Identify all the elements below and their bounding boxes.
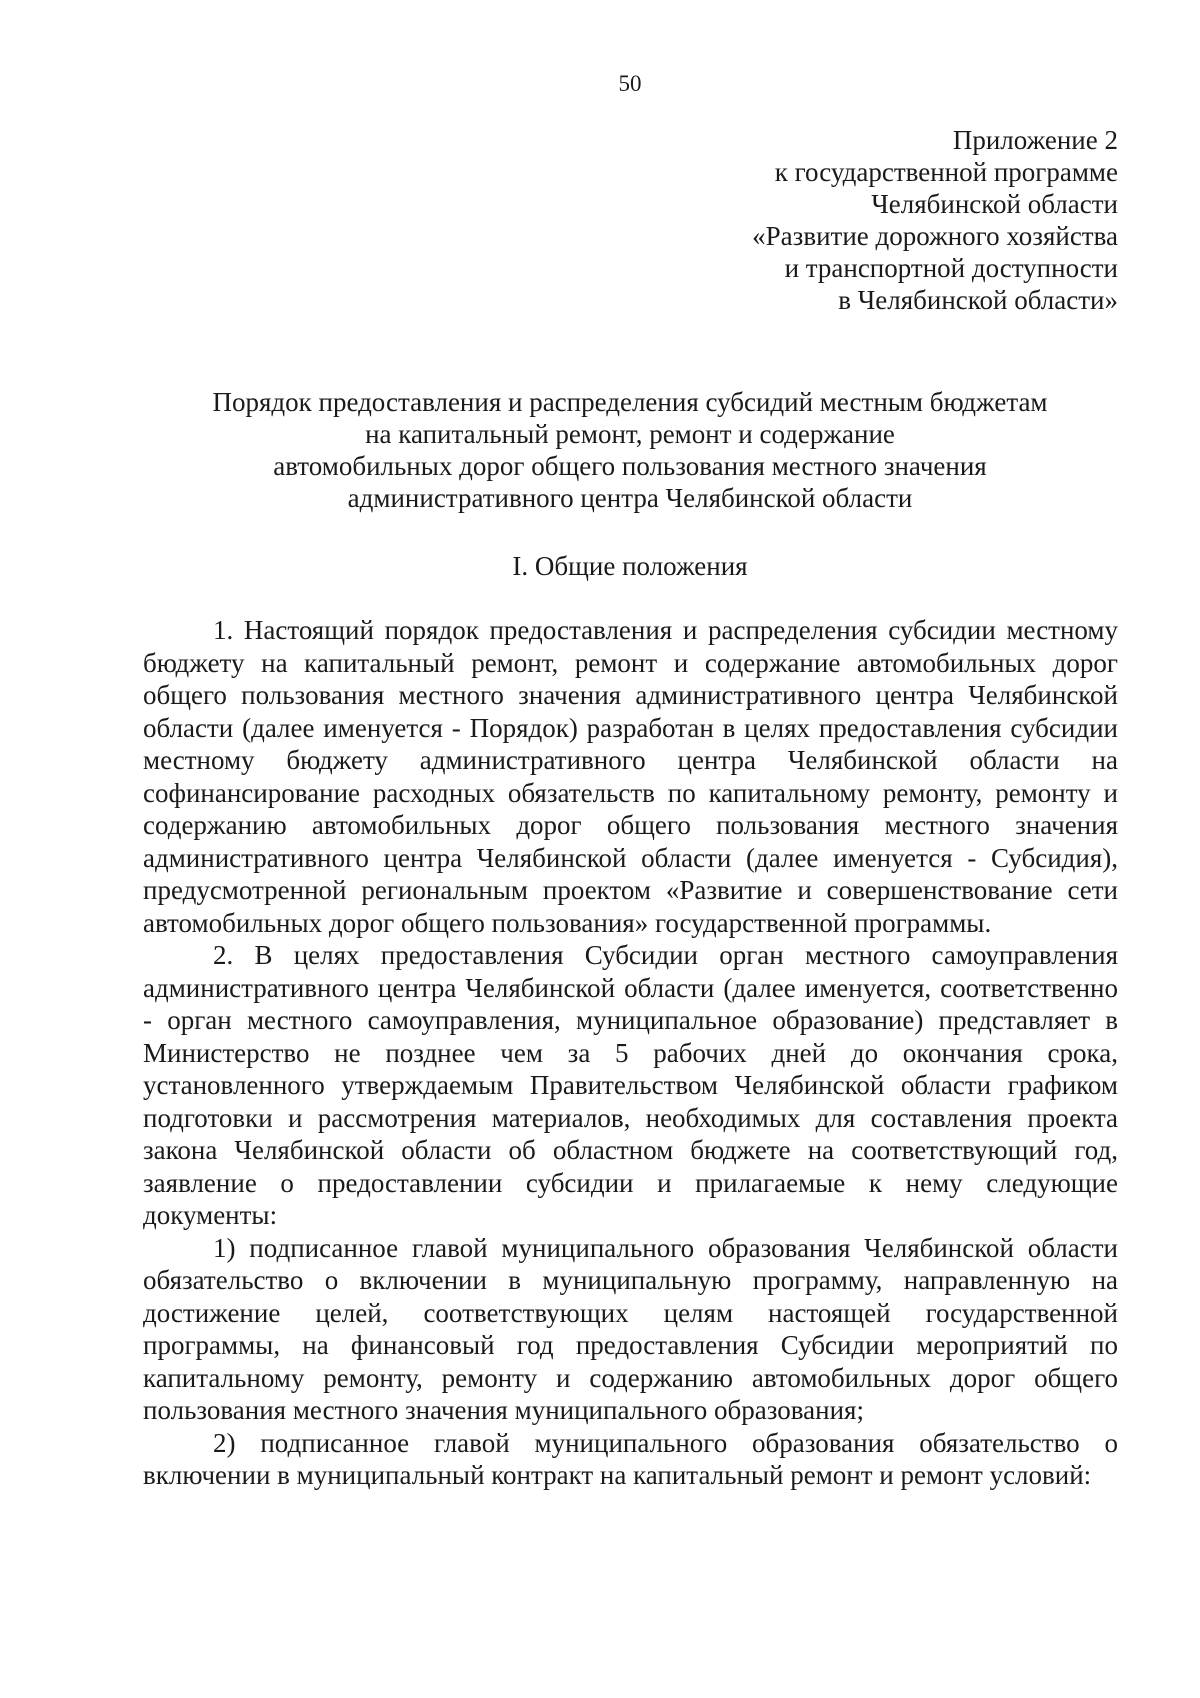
- title-line: Порядок предоставления и распределения субсидий местным бюджетам: [212, 387, 1048, 417]
- appendix-line: к государственной программе: [774, 157, 1118, 187]
- title-line: на капитальный ремонт, ремонт и содержание: [365, 419, 895, 449]
- page-number: 50: [618, 71, 642, 96]
- title-line: административного центра Челябинской области: [347, 483, 913, 513]
- paragraph-item-2: 2) подписанное главой муниципального образования обязательство о включении в муниципальный контракт на капитальный ремонт и ремонт условий:: [143, 1427, 1118, 1490]
- body-text: [143, 614, 1118, 1492]
- paragraph-2: 2. В целях предоставления Субсидии орган местного самоуправления административного центра Челябинской области (далее именуется, соответственно - орган местного самоуправления, муниципальное образование) представляет в Министерство не позднее чем за 5 рабочих дней до окончания срока, установленного утверждаемым Правительством Челябинской области графиком подготовки и рассмотрения материалов, необходимых для составления проекта закона Челябинской области об областном бюджете на соответствующий год, заявление о предоставлении субсидии и прилагаемые к нему следующие документы:: [143, 940, 1118, 1230]
- appendix-block: [752, 124, 1118, 316]
- paragraph-1: 1. Настоящий порядок предоставления и распределения субсидии местному бюджету на капитальный ремонт, ремонт и содержание автомобильных дорог общего пользования местного значения административного центра Челябинской области (далее именуется - Порядок) разработан в целях предоставления субсидии местному бюджету административного центра Челябинской области на софинансирование расходных обязательств по капитальному ремонту, ремонту и содержанию автомобильных дорог общего пользования местного значения административного центра Челябинской области (далее именуется - Субсидия), предусмотренной региональным проектом «Развитие и совершенствование сети автомобильных дорог общего пользования» государственной программы.: [143, 615, 1118, 938]
- appendix-line: Приложение 2: [952, 125, 1118, 155]
- appendix-line: и транспортной доступности: [784, 253, 1118, 283]
- appendix-line: Челябинской области: [871, 189, 1118, 219]
- paragraph-item-1: 1) подписанное главой муниципального образования Челябинской области обязательство о включении в муниципальную программу, направленную на достижение целей, соответствующих целям настоящей государственной программы, на финансовый год предоставления Субсидии мероприятий по капитальному ремонту, ремонту и содержанию автомобильных дорог общего пользования местного значения муниципального образования;: [143, 1232, 1118, 1425]
- document-title: [140, 386, 1120, 514]
- title-line: автомобильных дорог общего пользования местного значения: [273, 451, 987, 481]
- section-heading: I. Общие положения: [512, 551, 748, 581]
- appendix-line: «Развитие дорожного хозяйства: [752, 221, 1118, 251]
- appendix-line: в Челябинской области»: [838, 285, 1118, 315]
